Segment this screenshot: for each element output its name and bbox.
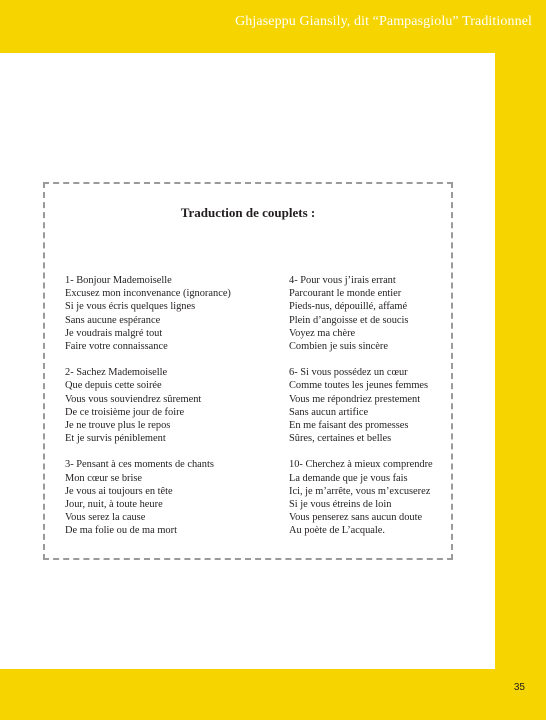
verse-line: Et je survis péniblement [65, 433, 166, 445]
verse-line: Que depuis cette soirée [65, 380, 162, 392]
verse-line: En me faisant des promesses [289, 420, 409, 432]
left-column [65, 274, 265, 551]
verse-line: Mon cœur se brise [65, 472, 143, 484]
verse-line: 10- Cherchez à mieux comprendre [289, 459, 433, 471]
verse-line: 2- Sachez Mademoiselle [65, 367, 168, 379]
stanza [65, 274, 265, 353]
verse-line: Ici, je m’arrête, vous m’excuserez [289, 485, 431, 497]
right-column [289, 274, 449, 551]
verse-line: Excusez mon inconvenance (ignorance) [65, 288, 231, 300]
verse-line: De ce troisième jour de foire [65, 406, 185, 418]
yellow-frame-right [495, 0, 546, 720]
verse-line: Au poète de L’acquale. [289, 525, 385, 537]
verse-line: Faire votre connaissance [65, 341, 168, 353]
verse-line: Voyez ma chère [289, 327, 356, 339]
yellow-frame-bottom [0, 669, 546, 720]
verse-line: Je vous ai toujours en tête [65, 485, 173, 497]
verse-line: Vous penserez sans aucun doute [289, 512, 423, 524]
stanza [289, 458, 449, 537]
stanza [65, 366, 265, 445]
verse-line: Si je vous écris quelques lignes [65, 301, 196, 313]
running-header: Ghjaseppu Giansily, dit “Pampasgiolu” Traditionnel [235, 14, 532, 29]
verse-line: Si je vous étreins de loin [289, 499, 392, 511]
verse-line: 3- Pensant à ces moments de chants [65, 459, 214, 471]
verse-line: Plein d’angoisse et de soucis [289, 314, 409, 326]
verse-line: Pieds-nus, dépouillé, affamé [289, 301, 408, 313]
verse-line: Vous serez la cause [65, 512, 146, 524]
stanza [289, 274, 449, 353]
verse-line: 6- Si vous possédez un cœur [289, 367, 408, 379]
page-number: 35 [513, 682, 525, 693]
translation-box [43, 182, 453, 560]
box-title: Traduction de couplets : [180, 205, 316, 220]
verse-line: 4- Pour vous j’irais errant [289, 275, 396, 286]
verse-line: Vous me répondriez prestement [289, 393, 421, 405]
verse-line: La demande que je vous fais [289, 472, 408, 484]
verse-line: Je voudrais malgré tout [65, 327, 163, 339]
verse-line: 1- Bonjour Mademoiselle [65, 275, 172, 286]
stanza [289, 366, 449, 445]
verse-line: Combien je suis sincère [289, 341, 388, 353]
verse-line: Vous vous souviendrez sûrement [65, 393, 202, 405]
verse-line: Je ne trouve plus le repos [65, 420, 171, 432]
stanza [65, 458, 265, 537]
verse-line: De ma folie ou de ma mort [65, 525, 177, 537]
verse-line: Sûres, certaines et belles [289, 433, 392, 445]
verse-line: Parcourant le monde entier [289, 288, 402, 300]
verse-line: Sans aucun artifice [289, 406, 369, 418]
verse-line: Sans aucune espérance [65, 314, 161, 326]
verse-line: Comme toutes les jeunes femmes [289, 380, 429, 392]
verse-line: Jour, nuit, à toute heure [65, 499, 163, 511]
